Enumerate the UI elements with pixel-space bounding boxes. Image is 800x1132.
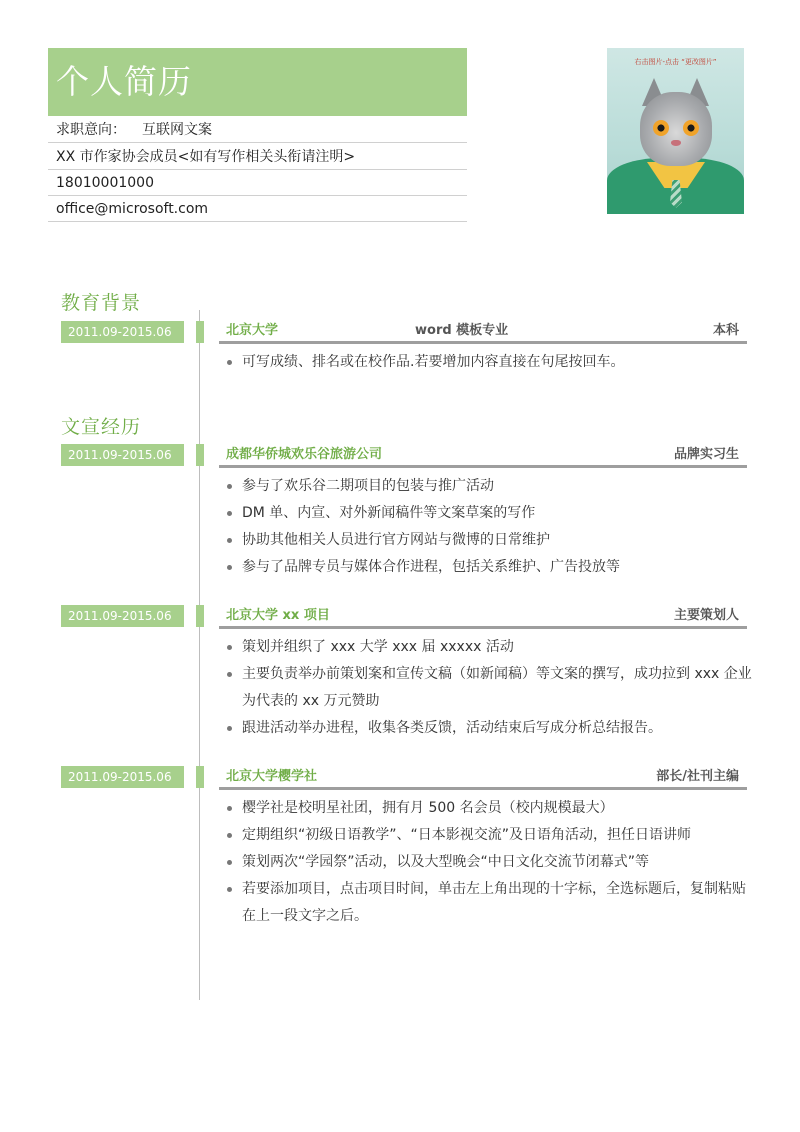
date-badge[interactable]: 2011.09-2015.06 xyxy=(61,444,184,466)
timeline-line xyxy=(199,310,200,1000)
section-title-experience: 文宣经历 xyxy=(61,416,142,438)
entry-major: word 模板专业 xyxy=(415,323,509,338)
photo-hint: 右击图片-点击 “更改图片” xyxy=(634,58,717,66)
date-badge[interactable]: 2011.09-2015.06 xyxy=(61,766,184,788)
list-item: 若要添加项目，点击项目时间，单击左上角出现的十字标，全选标题后，复制粘贴在上一段文字之后。 xyxy=(222,876,752,930)
list-item: 定期组织“初级日语教学”、“日本影视交流”及日语角活动，担任日语讲师 xyxy=(222,822,752,849)
email-row: office@microsoft.com xyxy=(48,196,467,222)
profile-photo[interactable] xyxy=(607,48,744,214)
entry-org: 成都华侨城欢乐谷旅游公司 xyxy=(226,447,383,462)
list-item: 参与了品牌专员与媒体合作进程，包括关系维护、广告投放等 xyxy=(222,554,752,581)
phone-row: 18010001000 xyxy=(48,170,467,196)
list-item: 协助其他相关人员进行官方网站与微博的日常维护 xyxy=(222,527,752,554)
entry-header xyxy=(219,320,747,344)
entry-org: 北京大学 xx 项目 xyxy=(226,608,330,623)
list-item: 可写成绩、排名或在校作品.若要增加内容直接在句尾按回车。 xyxy=(222,349,752,376)
list-item: 策划并组织了 xxx 大学 xxx 届 xxxxx 活动 xyxy=(222,634,752,661)
list-item: 策划两次“学园祭”活动，以及大型晚会“中日文化交流节闭幕式”等 xyxy=(222,849,752,876)
date-badge[interactable]: 2011.09-2015.06 xyxy=(61,605,184,627)
timeline-marker xyxy=(196,444,204,466)
timeline-marker xyxy=(196,605,204,627)
entry-role: 主要策划人 xyxy=(673,608,739,623)
date-badge[interactable]: 2011.09-2015.06 xyxy=(61,321,184,343)
entry-header xyxy=(219,766,747,790)
timeline-marker xyxy=(196,321,204,343)
entry-degree: 本科 xyxy=(712,323,739,338)
job-objective-value: 互联网文案 xyxy=(142,122,212,138)
association-row: XX 市作家协会成员<如有写作相关头衔请注明> xyxy=(48,144,467,170)
bullet-list xyxy=(222,349,752,376)
job-objective-row xyxy=(48,117,467,143)
list-item: 主要负责举办前策划案和宣传文稿（如新闻稿）等文案的撰写，成功拉到 xxx 企业为代表的 xx 万元赞助 xyxy=(222,661,752,715)
list-item: 樱学社是校明星社团，拥有月 500 名会员（校内规模最大） xyxy=(222,795,752,822)
list-item: 跟进活动举办进程，收集各类反馈，活动结束后写成分析总结报告。 xyxy=(222,715,752,742)
job-objective-label: 求职意向： xyxy=(56,122,126,138)
entry-header xyxy=(219,605,747,629)
entry-org: 北京大学 xyxy=(226,323,279,338)
entry-role: 品牌实习生 xyxy=(673,447,739,462)
cat-eye-icon xyxy=(683,120,699,136)
list-item: DM 单、内宣、对外新闻稿件等文案草案的写作 xyxy=(222,500,752,527)
entry-role: 部长/社刊主编 xyxy=(656,769,739,784)
section-title-education: 教育背景 xyxy=(61,292,142,314)
timeline-marker xyxy=(196,766,204,788)
bullet-list xyxy=(222,795,752,930)
bullet-list xyxy=(222,473,752,581)
cat-nose-icon xyxy=(671,140,681,146)
entry-header xyxy=(219,444,747,468)
list-item: 参与了欢乐谷二期项目的包装与推广活动 xyxy=(222,473,752,500)
cat-eye-icon xyxy=(653,120,669,136)
bullet-list xyxy=(222,634,752,742)
cat-head-icon xyxy=(640,92,712,166)
entry-org: 北京大学樱学社 xyxy=(226,769,318,784)
resume-title: 个人简历 xyxy=(48,48,467,116)
